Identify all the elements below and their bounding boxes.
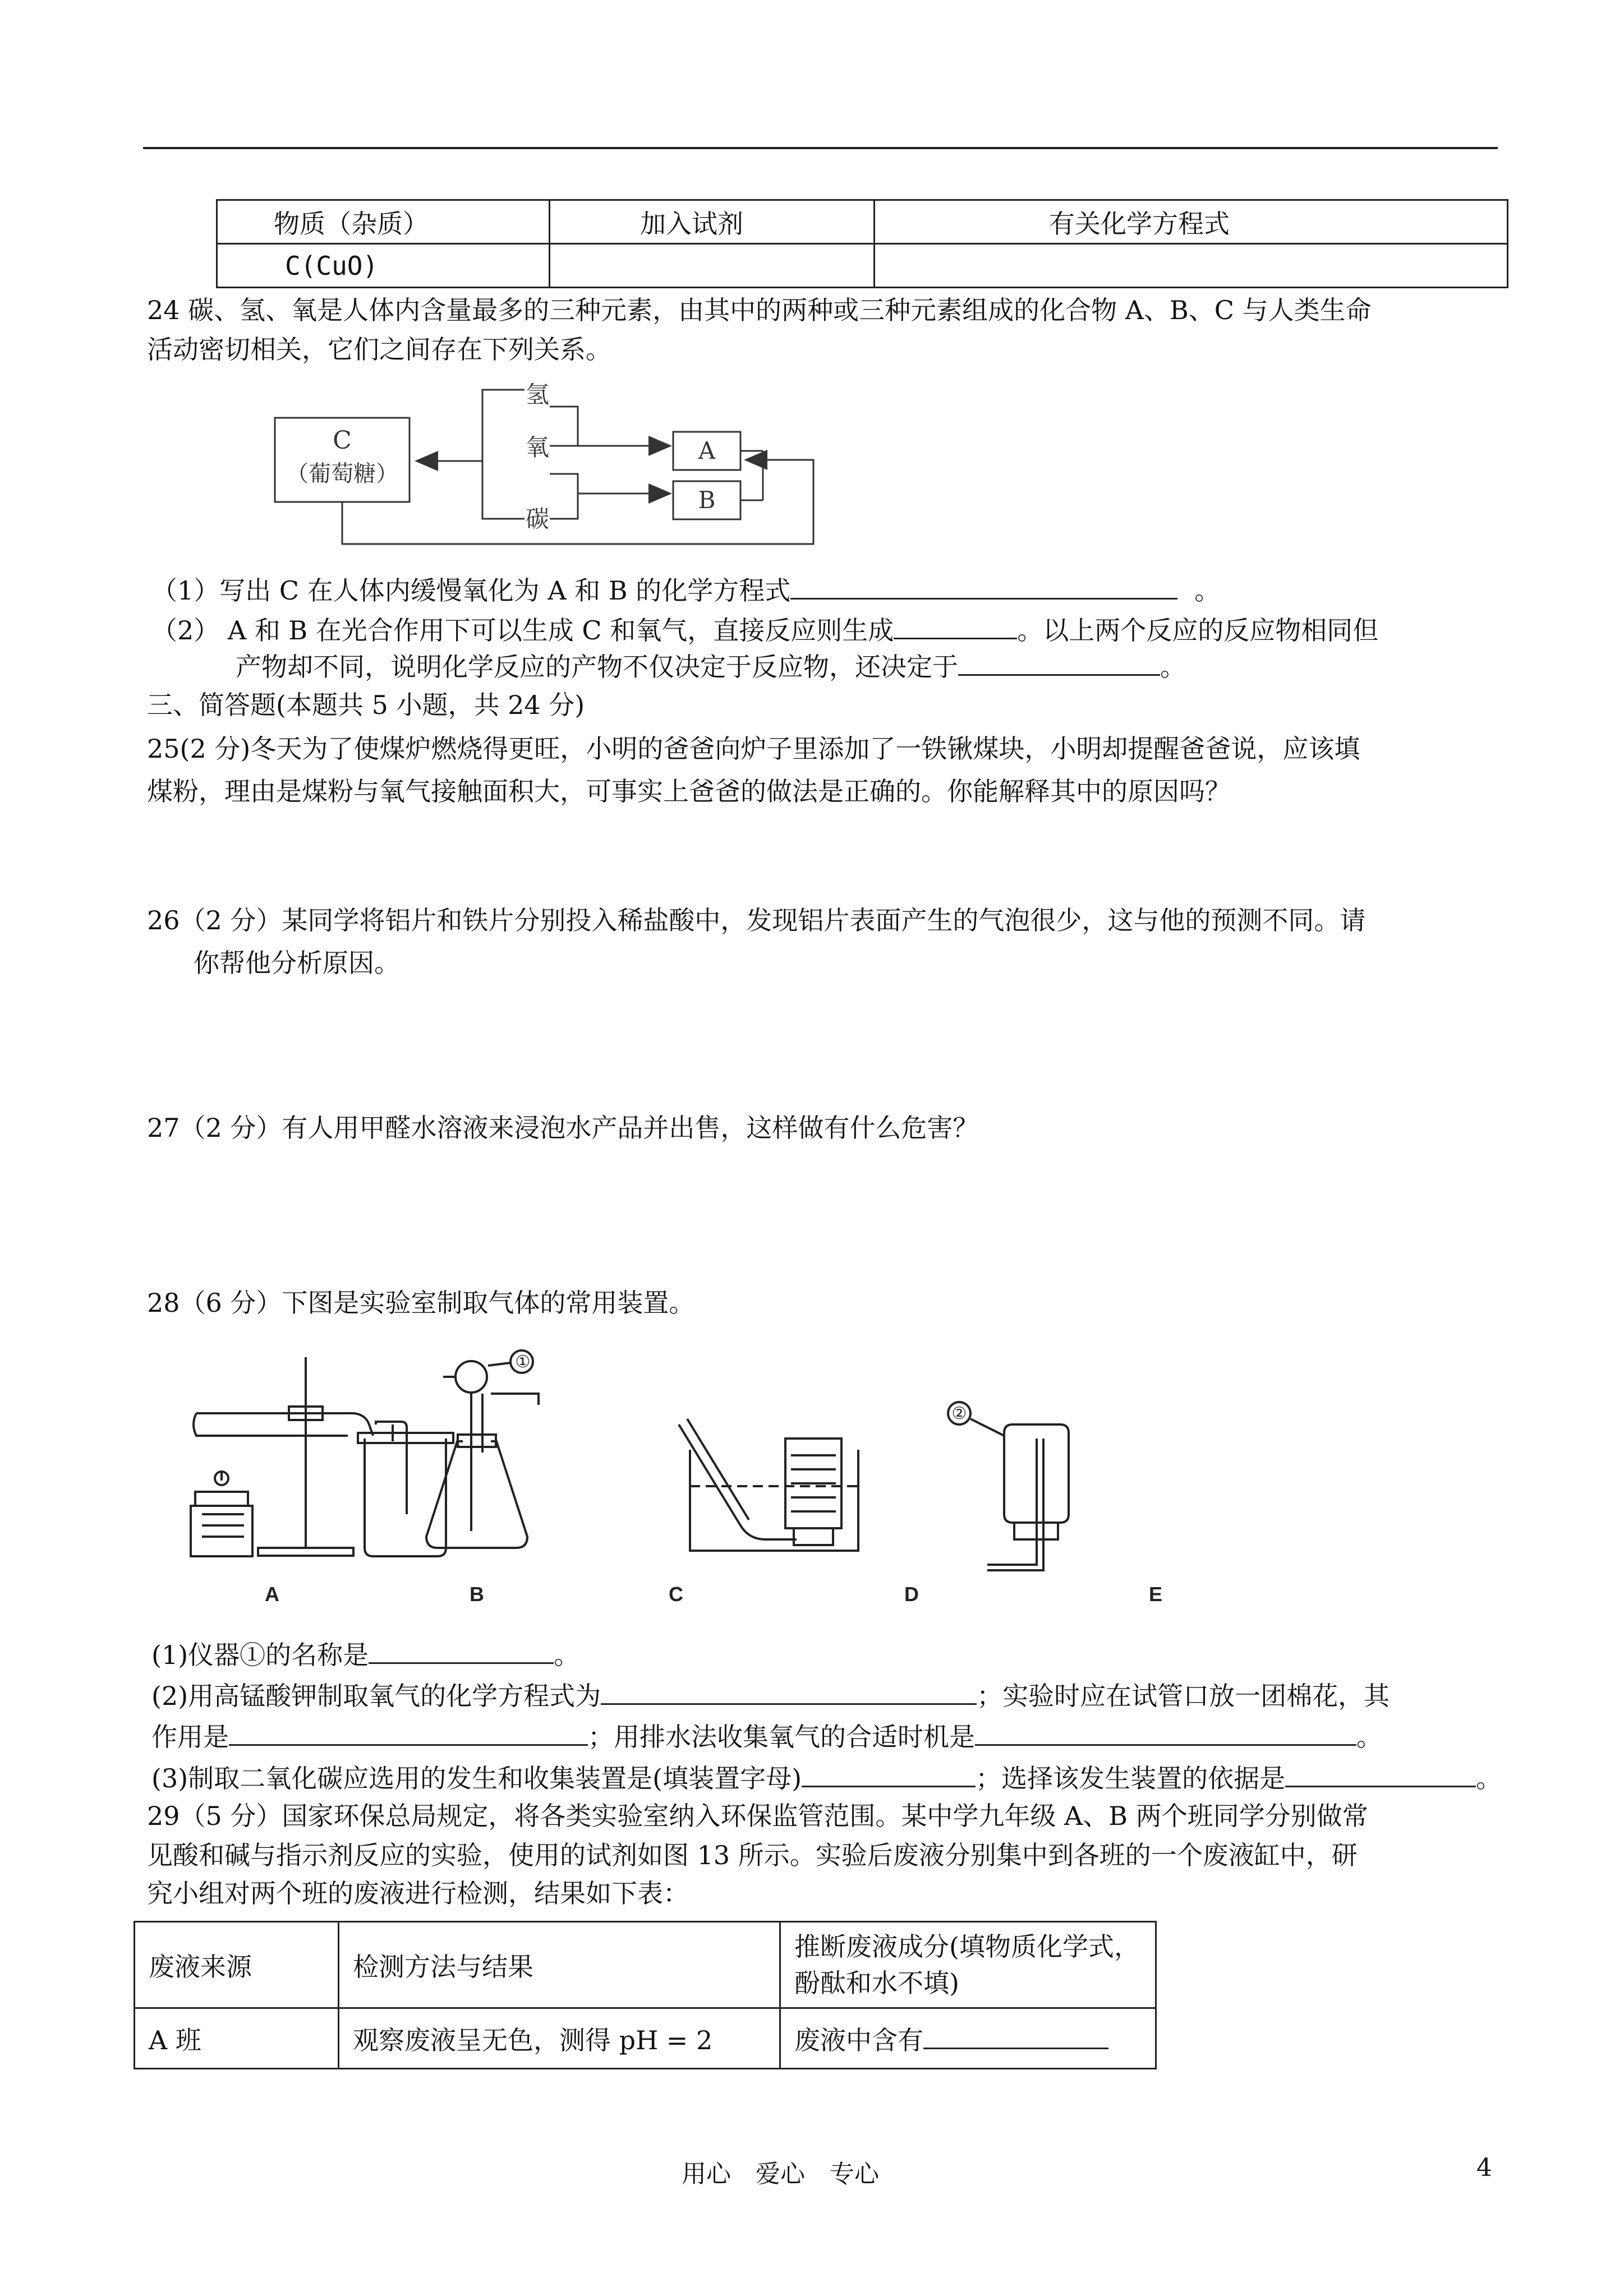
waste-liquid-table xyxy=(134,1921,1157,2069)
q26-line1: 26（2 分）某同学将铝片和铁片分别投入稀盐酸中，发现铝片表面产生的气泡很少，这与他的预测不同。请 xyxy=(147,905,1366,935)
table-cell-substance: C(CuO) xyxy=(217,244,550,288)
lab-apparatus-figure xyxy=(180,1346,1245,1615)
bottle-marker-2: ② xyxy=(951,1404,967,1423)
table-header-substance: 物质（杂质） xyxy=(217,200,550,244)
q28-part2-blank3[interactable] xyxy=(975,1719,1356,1746)
table-cell-reagent xyxy=(550,244,875,288)
table-header-equation: 有关化学方程式 xyxy=(875,200,1508,244)
section-3-heading: 三、简答题(本题共 5 小题，共 24 分) xyxy=(147,690,585,720)
q28-part3-text: (3)制取二氧化碳应选用的发生和收集装置是(填装置字母) xyxy=(151,1763,802,1794)
q28-part1-text: (1)仪器①的名称是 xyxy=(151,1640,369,1670)
waste-table-header-component-line1: 推断废液成分(填物质化学式， xyxy=(794,1931,1140,1962)
waste-table-header-method: 检测方法与结果 xyxy=(339,1922,780,2008)
waste-table-component-blank[interactable] xyxy=(923,2023,1108,2049)
apparatus-label-a: A xyxy=(265,1583,279,1606)
element-relation-diagram xyxy=(269,376,853,572)
table-cell-equation xyxy=(875,244,1508,288)
q29-line3: 究小组对两个班的废液进行检测，结果如下表： xyxy=(147,1878,689,1908)
q24-part2-blank1[interactable] xyxy=(894,613,1017,639)
q28-part2-text: (2)用高锰酸钾制取氧气的化学方程式为 xyxy=(151,1681,601,1711)
q28-part3-end: 。 xyxy=(1476,1763,1502,1794)
waste-table-cell-class-a: A 班 xyxy=(135,2008,339,2069)
q28-part2-line2-b: ；用排水法收集氧气的合适时机是 xyxy=(588,1722,975,1752)
q29-line2: 见酸和碱与指示剂反应的实验，使用的试剂如图 13 所示。实验后废液分别集中到各班的一个废液缸中，研 xyxy=(147,1840,1358,1870)
apparatus-label-c: C xyxy=(669,1583,683,1606)
element-hydrogen: 氢 xyxy=(525,381,550,408)
q24-part2-mid: 。以上两个反应的反应物相同但 xyxy=(1017,615,1379,646)
q24-part1-end: 。 xyxy=(1194,575,1221,606)
waste-table-cell-observation: 观察废液呈无色，测得 pH = 2 xyxy=(339,2008,780,2069)
q24-stem-line1: 24 碳、氢、氧是人体内含量最多的三种元素，由其中的两种或三种元素组成的化合物 A、B、C 与人类生命 xyxy=(147,295,1372,325)
q26-line2: 你帮他分析原因。 xyxy=(194,948,400,978)
q25-line2: 煤粉，理由是煤粉与氧气接触面积大，可事实上爸爸的做法是正确的。你能解释其中的原因吗？ xyxy=(147,776,1231,806)
q24-part2-line2-text: 产物却不同，说明化学反应的产物不仅决定于反应物，还决定于 xyxy=(236,652,958,682)
compound-a-label: A xyxy=(698,437,716,464)
compound-c-label: C xyxy=(333,426,352,455)
q28-part2-line2-a: 作用是 xyxy=(151,1722,229,1752)
waste-table-header-component xyxy=(780,1922,1156,2008)
q24-part2 xyxy=(151,613,1379,646)
q28-part1-blank[interactable] xyxy=(369,1638,554,1664)
apparatus-label-b: B xyxy=(470,1583,484,1606)
purification-table xyxy=(216,199,1508,288)
q28-part2-blank1[interactable] xyxy=(601,1679,977,1705)
q28-part2 xyxy=(151,1679,1390,1709)
waste-table-cell-component-text: 废液中含有 xyxy=(794,2025,923,2055)
waste-table-header-component-line2: 酚酞和水不填) xyxy=(794,1967,959,1998)
q28-part3-mid: ；选择该发生装置的依据是 xyxy=(976,1763,1286,1794)
element-oxygen: 氧 xyxy=(525,434,550,461)
q24-part2-end: 。 xyxy=(1160,652,1186,682)
q28-part3 xyxy=(151,1761,1502,1794)
q24-part1-text: （1）写出 C 在人体内缓慢氧化为 A 和 B 的化学方程式 xyxy=(151,575,791,606)
q24-part2-blank2[interactable] xyxy=(958,649,1160,676)
table-header-reagent: 加入试剂 xyxy=(550,200,875,244)
q28-part2-line2 xyxy=(151,1719,1382,1750)
waste-table-header-source: 废液来源 xyxy=(135,1922,339,2008)
q24-stem-line2: 活动密切相关，它们之间存在下列关系。 xyxy=(147,334,611,365)
apparatus-label-e: E xyxy=(1148,1583,1163,1606)
q28-part1 xyxy=(151,1638,579,1668)
compound-b-label: B xyxy=(698,486,716,514)
q28-part3-blank2[interactable] xyxy=(1285,1761,1476,1787)
q28-part2-mid: ；实验时应在试管口放一团棉花，其 xyxy=(977,1681,1390,1711)
q24-part1 xyxy=(151,573,1221,606)
compound-c-sub: （葡萄糖） xyxy=(286,461,398,487)
q24-part2-line2 xyxy=(236,649,1186,680)
q27-text: 27（2 分）有人用甲醛水溶液来浸泡水产品并出售，这样做有什么危害？ xyxy=(147,1113,979,1143)
q28-part2-blank2[interactable] xyxy=(229,1719,588,1746)
header-rule xyxy=(143,147,1498,149)
q24-part2-text: （2） A 和 B 在光合作用下可以生成 C 和氧气，直接反应则生成 xyxy=(151,615,894,646)
q28-stem: 28（6 分）下图是实验室制取气体的常用装置。 xyxy=(147,1288,695,1318)
q28-part3-blank1[interactable] xyxy=(802,1761,976,1787)
apparatus-label-d: D xyxy=(904,1583,919,1606)
q28-part2-end: 。 xyxy=(1356,1722,1382,1752)
footer-motto: 用心 爱心 专心 xyxy=(682,2160,879,2188)
element-carbon: 碳 xyxy=(525,505,550,533)
page-number: 4 xyxy=(1476,2154,1492,2182)
q24-part1-blank[interactable] xyxy=(790,573,1177,600)
q25-line1: 25(2 分)冬天为了使煤炉燃烧得更旺，小明的爸爸向炉子里添加了一铁锹煤块，小明却提醒爸爸说，应该填 xyxy=(147,734,1360,764)
q28-part1-end: 。 xyxy=(554,1640,580,1670)
flask-marker-1: ① xyxy=(515,1352,531,1372)
q29-line1: 29（5 分）国家环保总局规定，将各类实验室纳入环保监管范围。某中学九年级 A、B 两个班同学分别做常 xyxy=(147,1801,1368,1831)
waste-table-cell-component xyxy=(780,2008,1156,2069)
